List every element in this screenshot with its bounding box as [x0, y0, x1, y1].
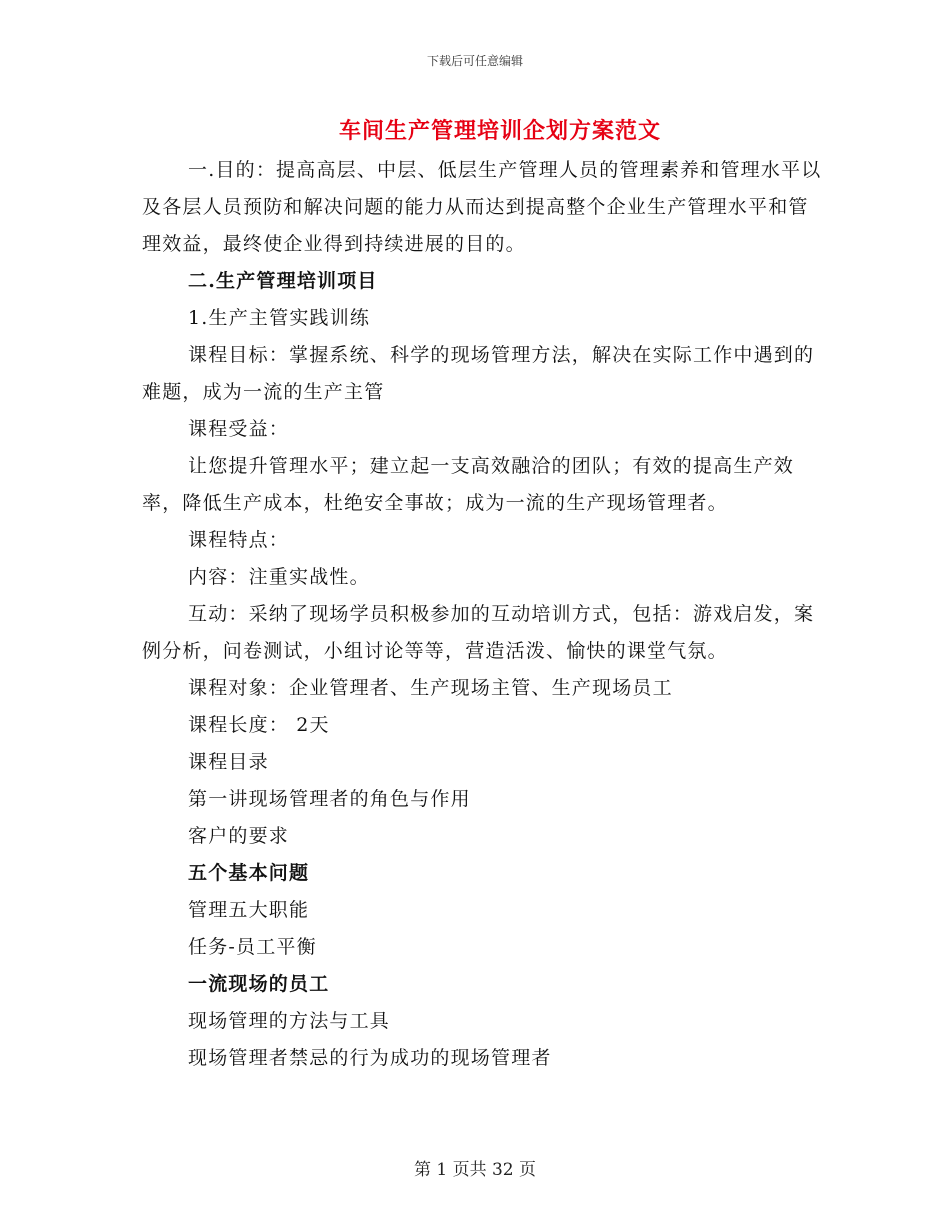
- subsection-supervisor-training: 1.生产主管实践训练: [188, 307, 371, 329]
- paragraph-interaction: 互动：采纳了现场学员积极参加的互动培训方式，包括：游戏启发，案例分析，问卷测试，小组讨论等等，营造活泼、愉快的课堂气氛。: [142, 603, 815, 662]
- paragraph-lecture-one: 第一讲现场管理者的角色与作用: [188, 788, 471, 810]
- page-number: 第 1 页共 32 页: [413, 1160, 537, 1180]
- paragraph-course-audience: 课程对象：企业管理者、生产现场主管、生产现场员工: [188, 677, 673, 699]
- heading-first-class-staff: 一流现场的员工: [188, 973, 330, 995]
- paragraph-task-employee-balance: 任务-员工平衡: [188, 936, 317, 958]
- download-note: 下载后可任意编辑: [426, 54, 523, 68]
- paragraph-five-functions: 管理五大职能: [188, 899, 310, 921]
- paragraph-course-benefit: 让您提升管理水平；建立起一支高效融洽的团队；有效的提高生产效率，降低生产成本，杜绝安全事故；成为一流的生产现场管理者。: [142, 455, 795, 514]
- document-title: 车间生产管理培训企划方案范文: [338, 118, 661, 144]
- paragraph-methods-tools: 现场管理的方法与工具: [188, 1010, 391, 1032]
- document-body: [142, 152, 822, 1077]
- paragraph-content: 内容：注重实战性。: [188, 566, 370, 588]
- section-heading-training-projects: 二.生产管理培训项目: [188, 270, 378, 292]
- paragraph-course-benefit-label: 课程受益：: [188, 418, 290, 440]
- paragraph-taboo-behaviors: 现场管理者禁忌的行为成功的现场管理者: [188, 1047, 552, 1069]
- paragraph-purpose: 一.目的：提高高层、中层、低层生产管理人员的管理素养和管理水平以及各层人员预防和解决问题的能力从而达到提高整个企业生产管理水平和管理效益，最终使企业得到持续进展的目的。: [142, 159, 822, 255]
- paragraph-course-goal: 课程目标：掌握系统、科学的现场管理方法，解决在实际工作中遇到的难题，成为一流的生产主管: [142, 344, 815, 403]
- paragraph-course-length: 课程长度： 2天: [188, 714, 330, 736]
- paragraph-course-features-label: 课程特点：: [188, 529, 290, 551]
- heading-five-basic-questions: 五个基本问题: [188, 862, 310, 884]
- paragraph-customer-requirements: 客户的要求: [188, 825, 290, 847]
- paragraph-course-catalog: 课程目录: [188, 751, 269, 773]
